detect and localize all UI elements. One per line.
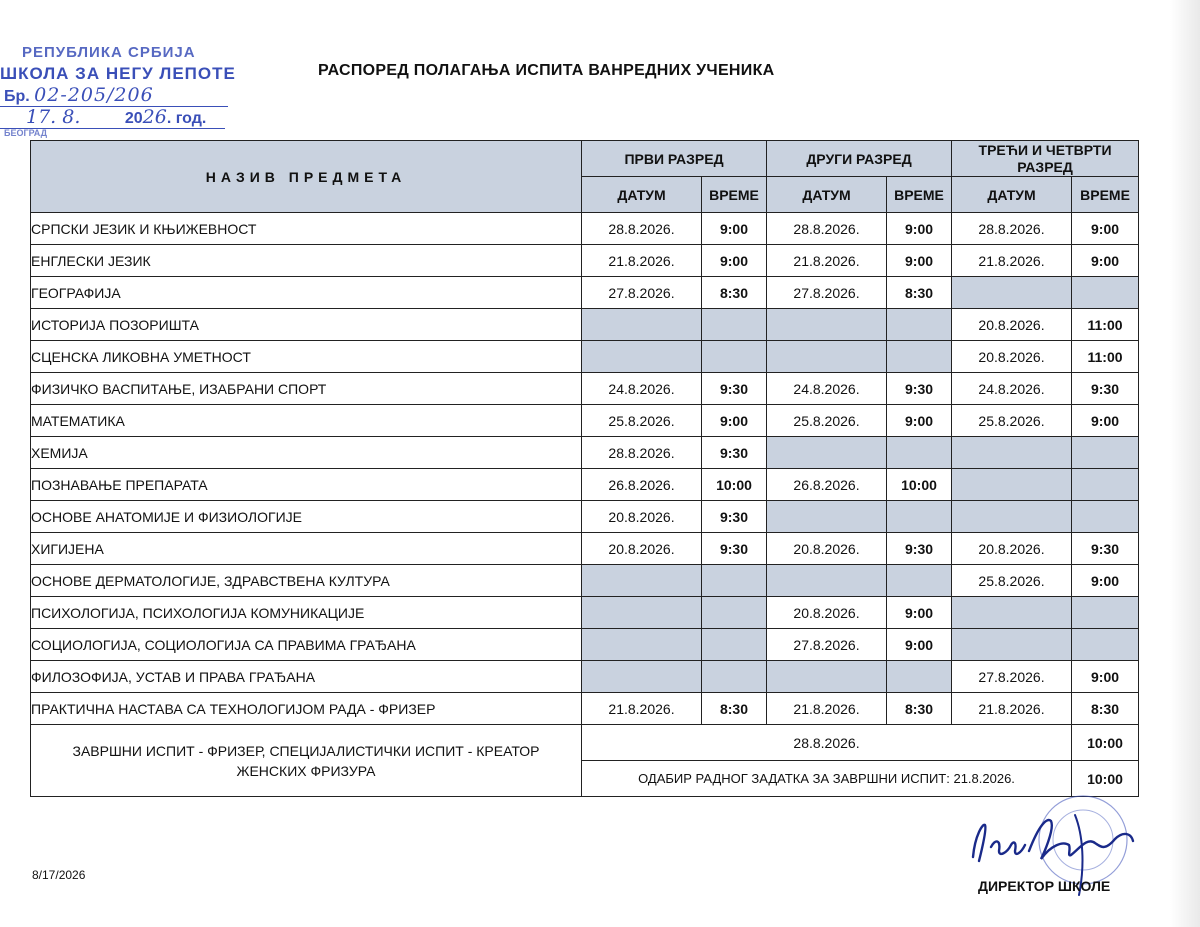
exam-date: 21.8.2026. xyxy=(582,693,702,725)
exam-date: 28.8.2026. xyxy=(767,213,887,245)
table-row xyxy=(31,501,1139,533)
stamp-number xyxy=(4,84,154,106)
exam-date: 24.8.2026. xyxy=(767,373,887,405)
exam-time: 9:30 xyxy=(702,501,767,533)
exam-time: 9:00 xyxy=(887,245,952,277)
exam-date: 24.8.2026. xyxy=(952,373,1072,405)
empty-date-cell xyxy=(952,277,1072,309)
grade34-header: ТРЕЋИ И ЧЕТВРТИ РАЗРЕД xyxy=(952,141,1139,177)
empty-time-cell xyxy=(887,565,952,597)
grade1-header: ПРВИ РАЗРЕД xyxy=(582,141,767,177)
exam-date: 21.8.2026. xyxy=(582,245,702,277)
exam-time: 8:30 xyxy=(887,277,952,309)
exam-time: 11:00 xyxy=(1072,309,1139,341)
final-exam-time: 10:00 xyxy=(1072,725,1139,761)
empty-date-cell xyxy=(952,629,1072,661)
empty-time-cell xyxy=(1072,597,1139,629)
stamp-number-prefix: Бр. xyxy=(4,88,30,105)
exam-date: 28.8.2026. xyxy=(582,437,702,469)
empty-date-cell xyxy=(767,341,887,373)
exam-time: 9:00 xyxy=(1072,213,1139,245)
subject-column-header: НАЗИВ ПРЕДМЕТА xyxy=(31,141,582,213)
empty-date-cell xyxy=(582,629,702,661)
empty-time-cell xyxy=(1072,501,1139,533)
time-column-header: ВРЕМЕ xyxy=(702,177,767,213)
empty-date-cell xyxy=(767,501,887,533)
table-row xyxy=(31,533,1139,565)
exam-date: 26.8.2026. xyxy=(767,469,887,501)
empty-time-cell xyxy=(887,341,952,373)
table-row xyxy=(31,309,1139,341)
empty-time-cell xyxy=(887,437,952,469)
empty-time-cell xyxy=(887,501,952,533)
grade2-header: ДРУГИ РАЗРЕД xyxy=(767,141,952,177)
empty-time-cell xyxy=(702,309,767,341)
exam-date: 20.8.2026. xyxy=(952,341,1072,373)
exam-date: 20.8.2026. xyxy=(952,533,1072,565)
empty-time-cell xyxy=(1072,277,1139,309)
exam-date: 20.8.2026. xyxy=(582,501,702,533)
exam-date: 26.8.2026. xyxy=(582,469,702,501)
subject-name: ФИЛОЗОФИЈА, УСТАВ И ПРАВА ГРАЂАНА xyxy=(31,661,582,693)
exam-schedule-table xyxy=(30,140,1139,797)
exam-date: 25.8.2026. xyxy=(952,565,1072,597)
exam-time: 9:00 xyxy=(702,245,767,277)
date-column-header: ДАТУМ xyxy=(582,177,702,213)
exam-time: 9:00 xyxy=(887,597,952,629)
exam-time: 9:30 xyxy=(887,533,952,565)
subject-name: ХЕМИЈА xyxy=(31,437,582,469)
subject-name: СЦЕНСКА ЛИКОВНА УМЕТНОСТ xyxy=(31,341,582,373)
exam-date: 25.8.2026. xyxy=(952,405,1072,437)
exam-date: 25.8.2026. xyxy=(767,405,887,437)
subject-name: ХИГИЈЕНА xyxy=(31,533,582,565)
exam-time: 9:30 xyxy=(702,533,767,565)
subject-name: МАТЕМАТИКА xyxy=(31,405,582,437)
empty-time-cell xyxy=(1072,469,1139,501)
table-row xyxy=(31,213,1139,245)
exam-time: 8:30 xyxy=(1072,693,1139,725)
empty-date-cell xyxy=(952,501,1072,533)
task-selection-note: ОДАБИР РАДНОГ ЗАДАТКА ЗА ЗАВРШНИ ИСПИТ: 21.8.2026. xyxy=(582,761,1072,797)
time-column-header: ВРЕМЕ xyxy=(1072,177,1139,213)
empty-time-cell xyxy=(887,309,952,341)
empty-time-cell xyxy=(702,597,767,629)
exam-date: 25.8.2026. xyxy=(582,405,702,437)
exam-time: 9:00 xyxy=(702,213,767,245)
exam-time: 9:30 xyxy=(887,373,952,405)
table-row xyxy=(31,629,1139,661)
empty-date-cell xyxy=(952,597,1072,629)
empty-time-cell xyxy=(1072,629,1139,661)
subject-name: ПРАКТИЧНА НАСТАВА СА ТЕХНОЛОГИЈОМ РАДА - ФРИЗЕР xyxy=(31,693,582,725)
stamp-republic: РЕПУБЛИКА СРБИЈА xyxy=(22,44,196,61)
stamp-number-value: 02-205/206 xyxy=(34,84,154,106)
exam-time: 9:00 xyxy=(1072,245,1139,277)
exam-date: 21.8.2026. xyxy=(767,245,887,277)
date-column-header: ДАТУМ xyxy=(952,177,1072,213)
stamp-date-year-prefix: 20 xyxy=(124,110,143,127)
table-row xyxy=(31,341,1139,373)
exam-time: 11:00 xyxy=(1072,341,1139,373)
document-title: РАСПОРЕД ПОЛАГАЊА ИСПИТА ВАНРЕДНИХ УЧЕНИКА xyxy=(318,62,775,79)
exam-time: 9:30 xyxy=(1072,533,1139,565)
stamp-date xyxy=(4,106,206,128)
empty-date-cell xyxy=(952,469,1072,501)
exam-time: 9:30 xyxy=(702,373,767,405)
subject-name: ОСНОВЕ АНАТОМИЈЕ И ФИЗИОЛОГИЈЕ xyxy=(31,501,582,533)
subject-name: ПСИХОЛОГИЈА, ПСИХОЛОГИЈА КОМУНИКАЦИЈЕ xyxy=(31,597,582,629)
exam-time: 9:00 xyxy=(1072,661,1139,693)
table-row xyxy=(31,469,1139,501)
exam-time: 9:00 xyxy=(1072,405,1139,437)
empty-time-cell xyxy=(702,341,767,373)
table-row xyxy=(31,693,1139,725)
time-column-header: ВРЕМЕ xyxy=(887,177,952,213)
empty-time-cell xyxy=(1072,437,1139,469)
empty-date-cell xyxy=(582,597,702,629)
print-date: 8/17/2026 xyxy=(32,868,86,882)
scan-edge xyxy=(1170,0,1200,927)
final-exam-subject: ЗАВРШНИ ИСПИТ - ФРИЗЕР, СПЕЦИЈАЛИСТИЧКИ ИСПИТ - КРЕАТОР ЖЕНСКИХ ФРИЗУРА xyxy=(31,725,582,797)
exam-time: 8:30 xyxy=(702,693,767,725)
exam-date: 27.8.2026. xyxy=(952,661,1072,693)
exam-date: 24.8.2026. xyxy=(582,373,702,405)
table-row xyxy=(31,405,1139,437)
empty-date-cell xyxy=(767,437,887,469)
exam-date: 27.8.2026. xyxy=(582,277,702,309)
exam-time: 10:00 xyxy=(887,469,952,501)
empty-date-cell xyxy=(582,661,702,693)
subject-name: ИСТОРИЈА ПОЗОРИШТА xyxy=(31,309,582,341)
table-row xyxy=(31,277,1139,309)
date-column-header: ДАТУМ xyxy=(767,177,887,213)
exam-date: 28.8.2026. xyxy=(952,213,1072,245)
subject-name: ФИЗИЧКО ВАСПИТАЊЕ, ИЗАБРАНИ СПОРТ xyxy=(31,373,582,405)
empty-date-cell xyxy=(582,341,702,373)
empty-time-cell xyxy=(702,629,767,661)
subject-name: ПОЗНАВАЊЕ ПРЕПАРАТА xyxy=(31,469,582,501)
exam-time: 8:30 xyxy=(702,277,767,309)
empty-date-cell xyxy=(952,437,1072,469)
exam-date: 20.8.2026. xyxy=(767,533,887,565)
table-row xyxy=(31,373,1139,405)
empty-date-cell xyxy=(767,309,887,341)
exam-date: 20.8.2026. xyxy=(582,533,702,565)
exam-time: 9:00 xyxy=(887,213,952,245)
exam-time: 8:30 xyxy=(887,693,952,725)
exam-time: 9:30 xyxy=(702,437,767,469)
director-title: ДИРЕКТОР ШКОЛЕ xyxy=(978,878,1111,894)
table-row xyxy=(31,565,1139,597)
subject-name: ЕНГЛЕСКИ ЈЕЗИК xyxy=(31,245,582,277)
exam-date: 27.8.2026. xyxy=(767,277,887,309)
table-row xyxy=(31,597,1139,629)
exam-date: 21.8.2026. xyxy=(952,693,1072,725)
subject-name: СРПСКИ ЈЕЗИК И КЊИЖЕВНОСТ xyxy=(31,213,582,245)
subject-name: ОСНОВЕ ДЕРМАТОЛОГИЈЕ, ЗДРАВСТВЕНА КУЛТУРА xyxy=(31,565,582,597)
stamp-city: БЕОГРАД xyxy=(4,128,48,138)
empty-date-cell xyxy=(582,565,702,597)
table-row xyxy=(31,661,1139,693)
stamp-date-suffix: . год. xyxy=(166,110,207,127)
table-row xyxy=(31,437,1139,469)
stamp-date-year: 26 xyxy=(142,106,167,128)
exam-date: 20.8.2026. xyxy=(952,309,1072,341)
empty-time-cell xyxy=(702,661,767,693)
final-exam-date: 28.8.2026. xyxy=(582,725,1072,761)
exam-date: 28.8.2026. xyxy=(582,213,702,245)
exam-time: 10:00 xyxy=(702,469,767,501)
subject-name: СОЦИОЛОГИЈА, СОЦИОЛОГИЈА СА ПРАВИМА ГРАЂАНА xyxy=(31,629,582,661)
table-row xyxy=(31,245,1139,277)
task-selection-time: 10:00 xyxy=(1072,761,1139,797)
exam-time: 9:30 xyxy=(1072,373,1139,405)
empty-time-cell xyxy=(887,661,952,693)
exam-date: 20.8.2026. xyxy=(767,597,887,629)
exam-date: 21.8.2026. xyxy=(952,245,1072,277)
empty-date-cell xyxy=(767,565,887,597)
empty-date-cell xyxy=(767,661,887,693)
exam-time: 9:00 xyxy=(887,405,952,437)
exam-time: 9:00 xyxy=(1072,565,1139,597)
stamp-school: ШКОЛА ЗА НЕГУ ЛЕПОТЕ xyxy=(0,64,236,83)
exam-time: 9:00 xyxy=(887,629,952,661)
exam-date: 21.8.2026. xyxy=(767,693,887,725)
stamp-date-day: 17. 8. xyxy=(26,106,81,128)
exam-date: 27.8.2026. xyxy=(767,629,887,661)
empty-date-cell xyxy=(582,309,702,341)
exam-time: 9:00 xyxy=(702,405,767,437)
subject-name: ГЕОГРАФИЈА xyxy=(31,277,582,309)
empty-time-cell xyxy=(702,565,767,597)
